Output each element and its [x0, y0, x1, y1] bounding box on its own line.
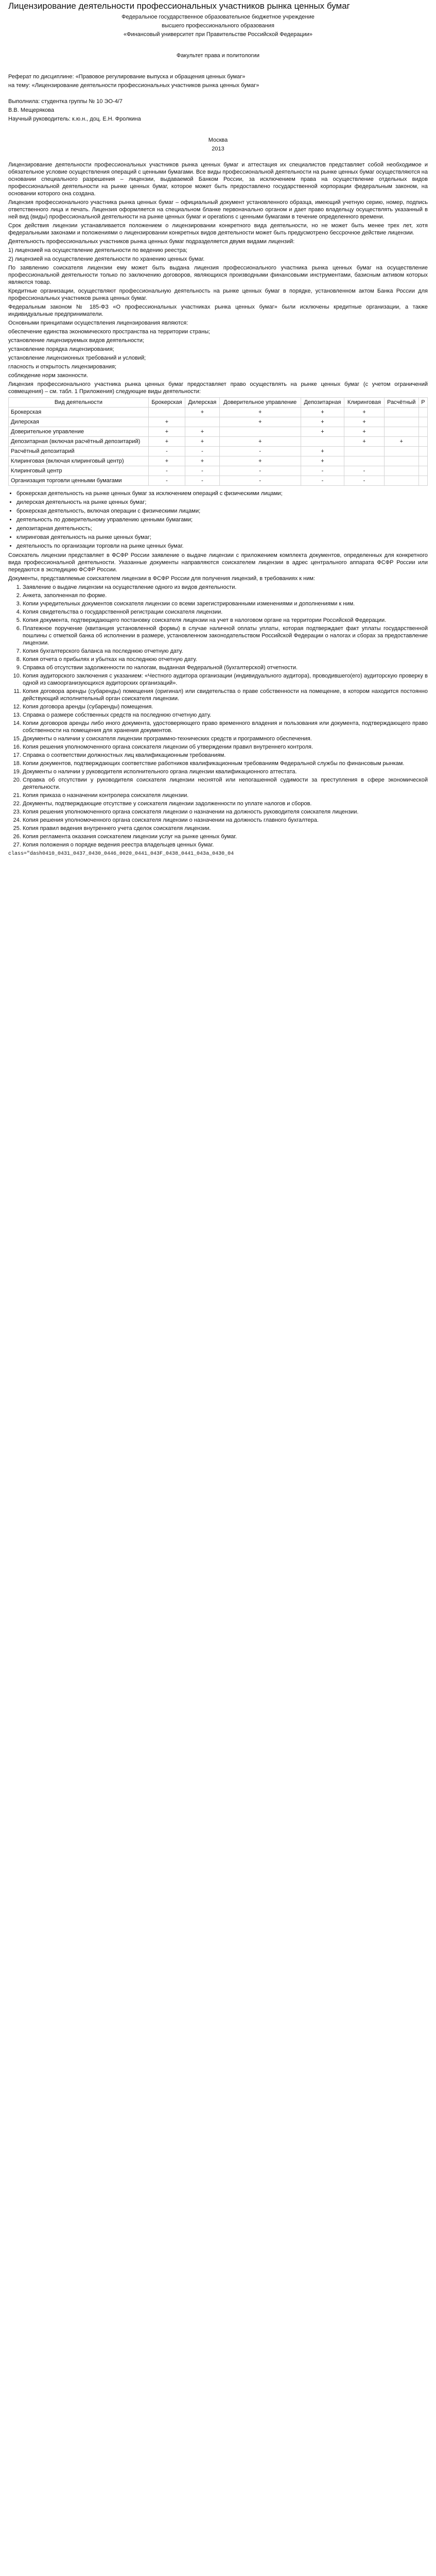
- table-row: [9, 476, 428, 486]
- table-cell: Клиринговая (включая клиринговый центр): [9, 456, 149, 466]
- list-item: 9. Справка об отсутствии задолженности по налогам, выданная Федеральной (бухгалтерской) отчетности.: [23, 664, 428, 671]
- markup-fragment: class="dash0410_0431_0437_0430_0446_0020_0441_043F_0438_0441_043a_0430_04: [8, 851, 234, 857]
- paragraph: Срок действия лицензии устанавливается положением о лицензировании конкретного вида деятельности, но не может быть менее трех лет, хотя федеральными законами и положениями о лицензировании конкретных видов деятельности может быть предусмотрено бессрочное действие лицензии.: [8, 223, 428, 236]
- list-item: 19. Документы о наличии у руководителя исполнительного органа лицензии квалификационного аттестата.: [23, 768, 428, 775]
- table-cell: [418, 476, 427, 486]
- table-cell: +: [384, 437, 418, 447]
- list-item: • клиринговая деятельность на рынке ценных бумаг;: [16, 534, 428, 541]
- author-student: Выполнила: студентка группы № 10 ЭО-4/7: [8, 98, 123, 105]
- paragraph: обеспечение единства экономического пространства на территории страны;: [8, 329, 211, 335]
- paragraph: Федеральным законом № 185-ФЗ «О профессиональных участниках рынка ценных бумаг» были исключены кредитные организации, а также индивидуальные предприниматели.: [8, 304, 428, 317]
- paragraph: Соискатель лицензии представляет в ФСФР России заявление о выдаче лицензии с приложением комплекта документов, определенных для конкретного вида профессиональной деятельности. Указанные документы направляются соискателем лицензии в адрес центрального аппарата ФСФР России или передаются в экспедицию ФСФР России.: [8, 552, 428, 573]
- faculty-name: Факультет права и политологии: [176, 53, 260, 59]
- list-item: 27. Копия положения о порядке ведения реестра владельцев ценных бумаг.: [23, 841, 428, 849]
- table-cell: [185, 417, 220, 427]
- table-header-cell: Расчётный: [384, 398, 418, 408]
- paragraph: Лицензия профессионального участника рынка ценных бумаг предоставляет право осуществлять на рынке ценных бумаг (с учетом ограничений совмещения) – см. табл. 1 Приложения) следующие виды деятельности:: [8, 381, 428, 395]
- list-item: 17. Справка о соответствии должностных лиц квалификационным требованиям.: [23, 752, 428, 759]
- body-section-1: [8, 161, 428, 395]
- list-item: 6. Платежное поручение (квитанция установленной формы) в случае наличной оплаты уплаты, которая подтверждает факт уплаты государственной пошлины с отметкой банка об исполнении в размере, установленном законодательством Российской Федерации о налогах и сборах за предоставление лицензии.: [23, 625, 428, 647]
- table-cell: Расчётный депозитарий: [9, 447, 149, 456]
- required-documents-list: [8, 584, 428, 849]
- table-cell: [219, 427, 301, 437]
- supervisor: Научный руководитель: к.ю.н., доц. Е.Н. Фролкина: [8, 116, 141, 122]
- paragraph: установление лицензируемых видов деятельности;: [8, 337, 144, 344]
- list-item: 10. Копия аудиторского заключения с указанием: «Честного аудитора организации (индивидуального аудитора), проводившего(его) аудиторскую проверку в одной из самоорганизующихся аудиторских организаций».: [23, 672, 428, 687]
- paragraph: По заявлению соискателя лицензии ему может быть выдана лицензия профессионального участника рынка ценных бумаг на осуществление профессиональной деятельности только по заключению договоров, являющихся производными финансовыми инструментами, базисным активом которых являются товар.: [8, 265, 428, 285]
- table-header-cell: Дилерская: [185, 398, 220, 408]
- table-cell: +: [301, 408, 344, 417]
- table-cell: +: [219, 408, 301, 417]
- list-item: 24. Копия решения уполномоченного органа соискателя лицензии о назначении на должность главного бухгалтера.: [23, 817, 428, 824]
- list-item: • дилерская деятельность на рынке ценных бумаг;: [16, 499, 428, 506]
- table-cell: -: [148, 466, 185, 476]
- table-cell: [384, 427, 418, 437]
- table-cell: [384, 466, 418, 476]
- table-cell: +: [185, 427, 220, 437]
- paragraph: Документы, представляемые соискателем лицензии в ФСФР России для получения лицензий, в требованиях к ним:: [8, 575, 315, 582]
- paragraph: 2) лицензией на осуществление деятельности по хранению ценных бумаг.: [8, 256, 205, 262]
- table-cell: [384, 456, 418, 466]
- table-cell: +: [148, 427, 185, 437]
- table-row: [9, 456, 428, 466]
- table-cell: +: [219, 456, 301, 466]
- table-header-cell: Клиринговая: [344, 398, 384, 408]
- table-row: [9, 417, 428, 427]
- table-cell: Депозитарная (включая расчётный депозитарий): [9, 437, 149, 447]
- list-item: 25. Копия правил ведения внутреннего учета сделок соискателя лицензии.: [23, 825, 428, 832]
- table-cell: [301, 437, 344, 447]
- list-item: 12. Копия договора аренды (субаренды) помещения.: [23, 703, 428, 710]
- document-title: Лицензирование деятельности профессиональных участников рынка ценных бумаг: [8, 1, 350, 11]
- table-header-cell: Доверительное управление: [219, 398, 301, 408]
- table-cell: +: [185, 408, 220, 417]
- table-cell: [418, 408, 427, 417]
- table-cell: +: [219, 417, 301, 427]
- table-cell: [384, 476, 418, 486]
- table-row: [9, 427, 428, 437]
- paragraph: 1) лицензией на осуществление деятельности по ведению реестра;: [8, 247, 187, 253]
- table-header-cell: Вид деятельности: [9, 398, 149, 408]
- table-cell: -: [301, 466, 344, 476]
- table-cell: +: [301, 417, 344, 427]
- list-item: 3. Копии учредительных документов соискателя лицензии со всеми зарегистрированными изменениями и дополнениями к ним.: [23, 600, 428, 607]
- activity-types-list: [8, 490, 428, 550]
- table-cell: +: [344, 408, 384, 417]
- table-cell: +: [344, 437, 384, 447]
- table-cell: [384, 447, 418, 456]
- table-cell: -: [219, 466, 301, 476]
- table-cell: [344, 447, 384, 456]
- list-item: 16. Копия решения уполномоченного органа соискателя лицензии об утверждении правил внутреннего контроля.: [23, 743, 428, 751]
- table-cell: Доверительное управление: [9, 427, 149, 437]
- table-cell: [344, 456, 384, 466]
- list-item: 13. Справка о размере собственных средств на последнюю отчетную дату.: [23, 711, 428, 719]
- table-row: [9, 408, 428, 417]
- table-cell: [418, 456, 427, 466]
- list-item: • деятельность по организации торговли на рынке ценных бумаг.: [16, 543, 428, 550]
- table-cell: +: [148, 417, 185, 427]
- list-item: 1. Заявление о выдаче лицензии на осуществление одного из видов деятельности.: [23, 584, 428, 591]
- list-item: 23. Копия решения уполномоченного органа соискателя лицензии о назначении на должность руководителя соискателя лицензии.: [23, 808, 428, 816]
- referat-discipline: Реферат по дисциплине: «Правовое регулирование выпуска и обращения ценных бумаг»: [8, 74, 246, 80]
- table-cell: -: [219, 447, 301, 456]
- list-item: 2. Анкета, заполненная по форме.: [23, 592, 428, 599]
- list-item: • депозитарная деятельность;: [16, 525, 428, 532]
- list-item: • брокерская деятельность, включая операции с физическими лицами;: [16, 507, 428, 515]
- paragraph: установление лицензионных требований и условий;: [8, 355, 146, 361]
- table-cell: [384, 417, 418, 427]
- table-cell: -: [185, 466, 220, 476]
- list-item: 5. Копия документа, подтверждающего постановку соискателя лицензии на учет в налоговом органе на территории Российской Федерации.: [23, 617, 428, 624]
- table-cell: -: [344, 476, 384, 486]
- author-name: В.В. Мещерякова: [8, 107, 55, 113]
- table-row: [9, 447, 428, 456]
- year: 2013: [212, 146, 224, 152]
- table-cell: +: [148, 437, 185, 447]
- paragraph: Лицензирование деятельности профессиональных участников рынка ценных бумаг и аттестация их специалистов представляет собой необходимое и обязательное условие осуществления операций с ценными бумагами. Все виды профессиональной деятельности на рынке ценных бумаг осуществляются на основании специального разрешения – лицензии, выдаваемой Банком России, за исключением права на осуществление отдельных видов профессиональной деятельности на рынке ценных бумаг, которое может быть предоставлено государственной корпорации федеральным законом, на основании которого она создана.: [8, 162, 428, 197]
- table-cell: [384, 408, 418, 417]
- table-cell: -: [148, 447, 185, 456]
- university-header-line-2: высшего профессионального образования: [162, 23, 274, 29]
- list-item: 21. Копия приказа о назначении контролера соискателя лицензии.: [23, 792, 428, 799]
- table-cell: +: [185, 456, 220, 466]
- table-cell: [418, 466, 427, 476]
- list-item: 26. Копия регламента оказания соискателем лицензии услуг на рынке ценных бумаг.: [23, 833, 428, 840]
- list-item: 7. Копия бухгалтерского баланса на последнюю отчетную дату.: [23, 648, 428, 655]
- table-cell: Брокерская: [9, 408, 149, 417]
- table-header-cell: Брокерская: [148, 398, 185, 408]
- activities-compatibility-table: [8, 397, 428, 486]
- table-cell: -: [301, 476, 344, 486]
- table-cell: -: [148, 476, 185, 486]
- university-header-line-1: Федеральное государственное образовательное бюджетное учреждение: [121, 14, 315, 20]
- table-cell: [418, 437, 427, 447]
- table-header-cell: Депозитарная: [301, 398, 344, 408]
- table-cell: Клиринговый центр: [9, 466, 149, 476]
- table-cell: -: [344, 466, 384, 476]
- table-cell: [418, 447, 427, 456]
- table-cell: +: [185, 437, 220, 447]
- paragraph: установление порядка лицензирования;: [8, 346, 114, 352]
- list-item: 20. Справка об отсутствии у руководителя соискателя лицензии неснятой или непогашенной судимости за преступления в сфере экономической деятельности.: [23, 776, 428, 791]
- list-item: • брокерская деятельность на рынке ценных бумаг за исключением операций с физическими лицами;: [16, 490, 428, 497]
- table-cell: +: [219, 437, 301, 447]
- table-cell: +: [301, 447, 344, 456]
- table-cell: -: [219, 476, 301, 486]
- referat-topic: на тему: «Лицензирование деятельности профессиональных участников рынка ценных бумаг»: [8, 82, 259, 89]
- table-cell: [148, 408, 185, 417]
- table-cell: -: [185, 447, 220, 456]
- paragraph: гласность и открытость лицензирования;: [8, 364, 117, 370]
- paragraph: Деятельность профессиональных участников рынка ценных бумаг подразделяется двумя видами лицензий:: [8, 239, 295, 245]
- table-cell: +: [344, 427, 384, 437]
- paragraph: Лицензия профессионального участника рынка ценных бумаг – официальный документ установленного образца, имеющий учетную серию, номер, подпись ответственного лица и печать. Лицензия оформляется на специальном бланке первоначально органом и дает право владельцу осуществлять указанный в ней вид (виды) профессиональной деятельности на рынке ценных бумаг и operations с ценными бумагами в течение определенного времени.: [8, 199, 428, 220]
- city: Москва: [208, 137, 228, 143]
- table-cell: +: [301, 456, 344, 466]
- list-item: 8. Копия отчета о прибылях и убытках на последнюю отчетную дату.: [23, 656, 428, 663]
- paragraph: Основными принципами осуществления лицензирования являются:: [8, 320, 188, 326]
- university-header-line-3: «Финансовый университет при Правительстве Российской Федерации»: [123, 31, 313, 38]
- table-cell: Дилерская: [9, 417, 149, 427]
- table-cell: [418, 417, 427, 427]
- paragraph: Кредитные организации, осуществляют профессиональную деятельность на рынке ценных бумаг в порядке, установленном актом Банка России для профессиональных участников рынка ценных бумаг.: [8, 288, 428, 301]
- table-cell: +: [344, 417, 384, 427]
- list-item: 22. Документы, подтверждающие отсутствие у соискателя лицензии задолженности по уплате налогов и сборов.: [23, 800, 428, 807]
- table-row: [9, 437, 428, 447]
- list-item: 15. Документы о наличии у соискателя лицензии программно-технических средств и программного обеспечения.: [23, 735, 428, 742]
- list-item: 4. Копия свидетельства о государственной регистрации соискателя лицензии.: [23, 608, 428, 616]
- paragraph: соблюдение норм законности.: [8, 372, 89, 379]
- table-cell: +: [148, 456, 185, 466]
- table-cell: -: [185, 476, 220, 486]
- list-item: 14. Копии договоров аренды либо иного документа, удостоверяющего право временного владения и пользования или документа, подтверждающего право собственности на помещения для хранения документов.: [23, 720, 428, 734]
- list-item: 11. Копия договора аренды (субаренды) помещения (оригинал) или свидетельства о праве собственности на помещение, в котором находится постоянно действующий исполнительный орган соискателя лицензии.: [23, 688, 428, 702]
- table-cell: [418, 427, 427, 437]
- table-cell: Организация торговли ценными бумагами: [9, 476, 149, 486]
- table-header-cell: Р: [418, 398, 427, 408]
- list-item: • деятельность по доверительному управлению ценными бумагами;: [16, 516, 428, 523]
- table-cell: +: [301, 427, 344, 437]
- list-item: 18. Копии документов, подтверждающих соответствие работников квалификационным требованиям Федеральной службы по финансовым рынкам.: [23, 760, 428, 767]
- table-row: [9, 466, 428, 476]
- table-header-row: [9, 398, 428, 408]
